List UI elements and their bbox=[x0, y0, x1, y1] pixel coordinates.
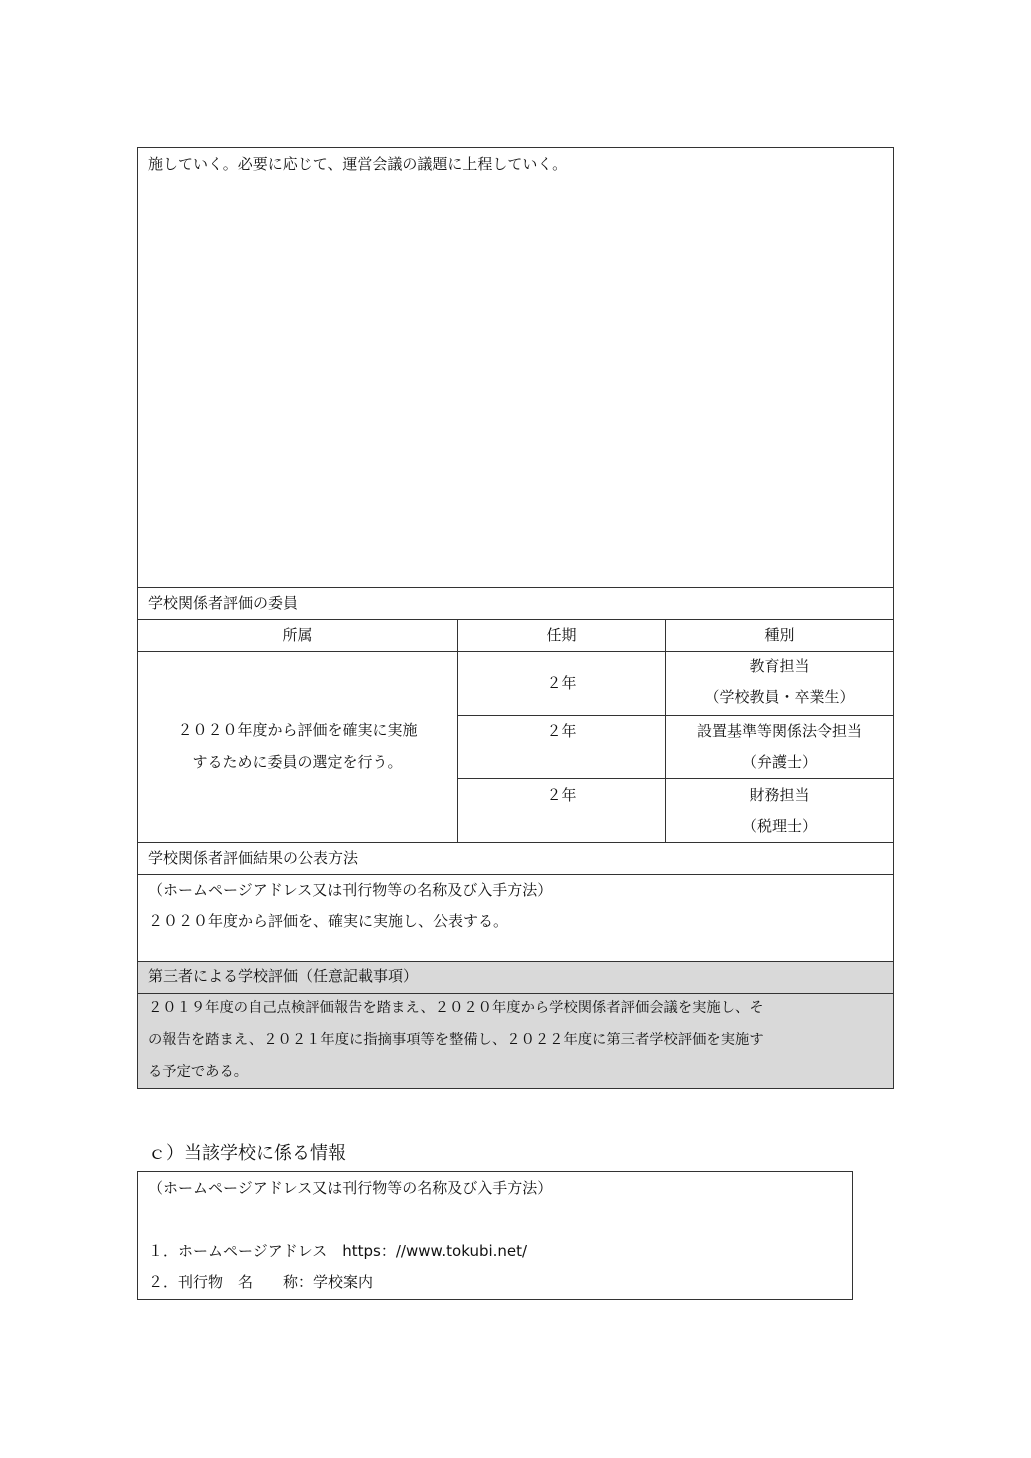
affiliation-cell bbox=[137, 651, 458, 843]
section-c-item-publication: ２．刊行物 名 称：学校案内 bbox=[148, 1273, 374, 1291]
row2-type-line-1: 設置基準等関係法令担当 bbox=[696, 722, 862, 740]
section-c-heading: ｃ）当該学校に係る情報 bbox=[148, 1143, 346, 1164]
affiliation-line-1: ２０２０年度から評価を確実に実施 bbox=[177, 721, 418, 739]
row1-type-line-1: 教育担当 bbox=[749, 657, 810, 675]
third-party-title: 第三者による学校評価（任意記載事項） bbox=[148, 967, 419, 985]
committee-title: 学校関係者評価の委員 bbox=[148, 594, 299, 612]
row2-type-line-2: （弁護士） bbox=[741, 753, 817, 771]
publication-text: ２０２０年度から評価を、確実に実施し、公表する。 bbox=[148, 912, 509, 930]
section-c-note: （ホームページアドレス又は刊行物等の名称及び入手方法） bbox=[148, 1179, 553, 1197]
publication-title: 学校関係者評価結果の公表方法 bbox=[148, 849, 359, 867]
section-c-item-homepage: １．ホームページアドレス https：//www.tokubi.net/ bbox=[148, 1242, 528, 1260]
affiliation-line-2: するために委員の選定を行う。 bbox=[192, 753, 403, 771]
row2-term: ２年 bbox=[546, 722, 577, 740]
row3-type-line-1: 財務担当 bbox=[749, 786, 810, 804]
header-term: 任期 bbox=[546, 626, 577, 644]
header-affiliation: 所属 bbox=[282, 626, 313, 644]
header-type: 種別 bbox=[764, 626, 795, 644]
top-text-box bbox=[137, 147, 894, 588]
row1-term: ２年 bbox=[546, 674, 577, 692]
row3-term: ２年 bbox=[546, 786, 577, 804]
third-party-line-1: ２０１９年度の自己点検評価報告を踏まえ、２０２０年度から学校関係者評価会議を実施し、そ bbox=[148, 1000, 764, 1016]
top-text: 施していく。必要に応じて、運営会議の議題に上程していく。 bbox=[148, 155, 568, 173]
publication-note: （ホームページアドレス又は刊行物等の名称及び入手方法） bbox=[148, 881, 553, 899]
third-party-line-3: る予定である。 bbox=[148, 1064, 249, 1080]
row3-type-line-2: （税理士） bbox=[741, 817, 817, 835]
row1-type-line-2: （学校教員・卒業生） bbox=[704, 688, 855, 706]
third-party-line-2: の報告を踏まえ、２０２１年度に指摘事項等を整備し、２０２２年度に第三者学校評価を実施す bbox=[148, 1032, 764, 1048]
